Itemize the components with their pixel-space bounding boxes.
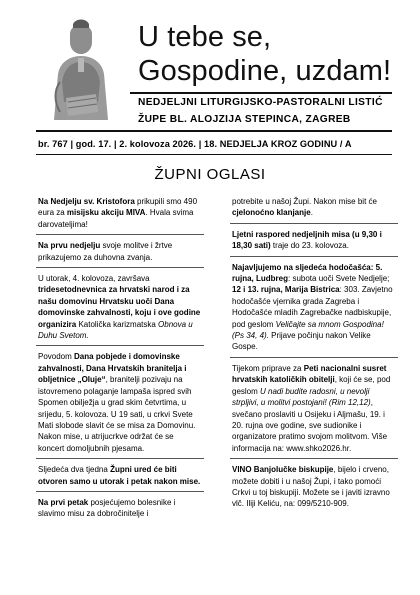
announcement-box: [36, 497, 204, 524]
announcement-box: [36, 351, 204, 459]
announcement-text-run: U nadi budite radosni, u nevolji strpljivi, u molitvi postojani! (Rim 12,12): [232, 386, 371, 408]
announcement-text-run: Na prvu nedjelju: [38, 241, 101, 251]
masthead-parish: ŽUPE BL. ALOJZIJA STEPINCA, ZAGREB: [138, 114, 351, 125]
announcement-box: [36, 240, 204, 268]
announcement-text: [232, 464, 396, 510]
announcement-text-run: Župni ured će biti otvoren samo u utorak i petak nakon mise.: [38, 465, 201, 486]
masthead-subtitle: NEDJELJNI LITURGIJSKO-PASTORALNI LISTIĆ: [138, 97, 383, 108]
announcement-text-run: prikupili smo 490 eura za: [38, 197, 198, 218]
announcement-text-run: Na prvi petak: [38, 497, 89, 507]
announcement-text-run: misijsku akciju MIVA: [66, 208, 146, 218]
stepinac-statue-image: [40, 12, 122, 120]
announcement-box: [230, 262, 398, 358]
announcement-box: [230, 196, 398, 224]
announcement-text-run: Peti nacionalni susret hrvatskih katoličkih obitelji: [232, 363, 387, 385]
announcement-text-run: tridesetodnevnica za hrvatski narod i za našu domovinu Hrvatsku uoči Dana domovinske zahvalnosti, koju i ove godine organizira: [38, 285, 201, 329]
announcement-box: [36, 196, 204, 235]
announcement-text-run: Povodom: [38, 352, 75, 362]
announcement-text-run: Na Nedjelju sv. Kristofora: [38, 197, 135, 206]
masthead-rule-top: [130, 92, 392, 94]
issue-rule: [36, 154, 392, 155]
masthead-title: [138, 20, 391, 88]
announcement-text-run: Veličajte sa mnom Gospodina! (Ps 34, 4).: [232, 319, 384, 341]
announcement-text-run: svoje molitve i žrtve prikazujemo za duhovna zvanja.: [38, 241, 173, 262]
announcement-text-run: potrebite u našoj Župi. Nakon mise bit će: [232, 197, 377, 206]
announcement-text-run: , branitelji pozivaju na istovremeno polaganje lampaša ispred svih Spomen obilježja u grad skim četvrtima, u srijedu, 5. kolovoza. U 19 sati, u crkvi Svete Mati slobode slavit će se misa za Domovinu. Nakon mise, u atrijucrkve održat će se koncert domoljubnih pjesama.: [38, 375, 196, 453]
section-title: ŽUPNI OGLASI: [154, 166, 266, 183]
announcement-box: [36, 273, 204, 346]
announcement-text: [38, 196, 202, 230]
announcement-text-run: Dana pobjede i domovinske zahvalnosti, Dana Hrvatskih branitelja i obljetnice „Oluje“: [38, 352, 187, 385]
announcement-text-run: , svečano proslaviti u Osijeku i Aljmašu, 19. i 20. rujna ove godine, sve sudionike i organizatore pratimo svojom molitvom. Više informacija na: www.shko2026.hr.: [232, 398, 388, 453]
left-column: [36, 196, 204, 529]
announcement-text-run: Katolička karizmatska: [76, 319, 159, 329]
announcement-text-run: Najavljujemo na sljedeća hodočašća: 5. rujna, Ludbreg: [232, 262, 383, 284]
announcement-text: [38, 240, 202, 263]
announcement-text-run: U utorak, 4. kolovoza, završava: [38, 274, 150, 284]
right-column: [230, 196, 398, 519]
announcement-text-run: .: [310, 208, 313, 218]
announcement-text: [38, 464, 202, 487]
announcement-text-run: 12 i 13. rujna, Marija Bistrica: [232, 285, 340, 295]
announcement-text-run: Sljedeća dva tjedna: [38, 465, 111, 475]
announcement-box: [36, 464, 204, 492]
announcement-text-run: . Hvala svima darovateljima!: [38, 208, 194, 229]
announcement-text-run: Ljetni raspored nedjeljnih misa (u 9,30 i 18,30 sati): [232, 229, 382, 251]
announcement-box: [230, 229, 398, 257]
announcement-text-run: Obnova u Duhu Svetom.: [38, 319, 193, 341]
announcement-text-run: Tijekom priprave za: [232, 363, 304, 373]
announcement-text: [38, 497, 202, 520]
announcement-text: [232, 363, 396, 454]
announcement-text-run: , koji će se, pod geslom: [232, 375, 391, 396]
announcement-text-run: Prijave počinju nakon Velike Gospe.: [232, 331, 371, 352]
announcement-text-run: : 303. Zavjetno hodočašće vjernika grada Zagreba i Hodočašće mladih Zagrebačke nadbiskupije, pod geslom: [232, 285, 393, 329]
announcement-text: [232, 229, 396, 252]
announcement-text-run: posjećujemo bolesnike i slavimo misu za dobročinitelje i: [38, 497, 176, 519]
masthead-title-line2: Gospodine, uzdam!: [138, 55, 392, 87]
announcement-text-run: cjelonoćno klanjanje: [232, 208, 311, 218]
announcement-text: [232, 196, 396, 219]
announcement-text-run: : subota uoči Svete Nedjelje;: [288, 274, 390, 284]
announcement-text-run: VINO: [232, 465, 252, 475]
masthead-rule-bottom: [36, 130, 392, 132]
announcement-text-run: traje do 23. kolovoza.: [270, 241, 349, 251]
issue-line: br. 767 | god. 17. | 2. kolovoza 2026. | 18. NEDJELJA KROZ GODINU / A: [38, 139, 352, 149]
announcement-text: [232, 262, 396, 353]
announcement-text-run: Banjolučke biskupije: [253, 465, 334, 475]
announcement-text: [38, 351, 202, 454]
masthead-title-line1: U tebe se,: [138, 21, 272, 53]
masthead: [0, 0, 420, 134]
announcement-box: [230, 363, 398, 459]
announcement-box: [230, 464, 398, 514]
announcement-text: [38, 273, 202, 341]
announcement-text-run: , bijelo i crveno, možete dobiti i u našoj Župi, i tako pomoći Crkvi u toj biskupiji. Možete se i javiti izravno vlč. Iliji Keliću, na: 099/5210-909.: [232, 465, 390, 509]
